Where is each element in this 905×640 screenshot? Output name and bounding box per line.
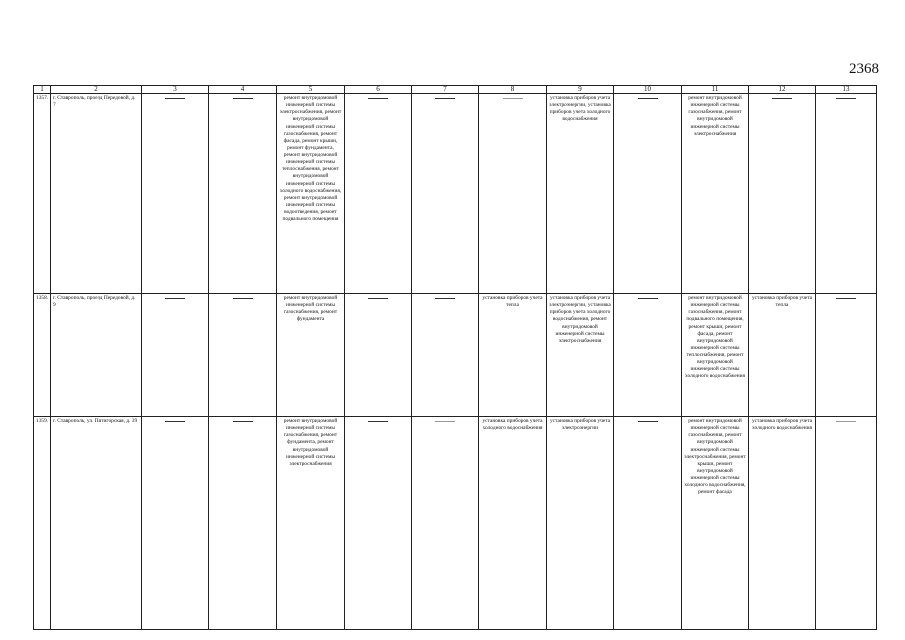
dash-mark — [503, 98, 523, 99]
empty-cell — [749, 94, 816, 294]
empty-cell — [142, 417, 209, 630]
dash-mark — [368, 298, 388, 299]
empty-cell — [614, 294, 682, 417]
register-table — [33, 85, 877, 630]
dash-mark — [836, 98, 856, 99]
empty-cell — [614, 417, 682, 630]
header-row — [34, 86, 877, 94]
dash-mark — [836, 421, 856, 422]
dash-mark — [368, 98, 388, 99]
table-row — [34, 417, 877, 630]
empty-cell — [412, 94, 479, 294]
works-cell: ремонт внутридомовой инженерной системы газоснабжения, ремонт внутридомовой инженерной системы электроснабжения, ремонт крыши, ремонт внутридомовой инженерной системы холодного водоснабжения, ремонт фасада — [682, 417, 749, 630]
row-number: 1359. — [34, 417, 51, 630]
address-cell: г. Ставрополь, проезд Передовой, д. 7 — [51, 94, 142, 294]
empty-cell — [412, 294, 479, 417]
empty-cell — [816, 94, 877, 294]
dash-mark — [638, 298, 658, 299]
column-header: 12 — [749, 86, 816, 94]
table-row — [34, 94, 877, 294]
empty-cell — [209, 417, 277, 630]
empty-cell — [345, 417, 412, 630]
empty-cell — [142, 294, 209, 417]
dash-mark — [435, 421, 455, 422]
dash-mark — [233, 298, 253, 299]
column-header: 13 — [816, 86, 877, 94]
dash-mark — [165, 421, 185, 422]
empty-cell — [479, 94, 547, 294]
dash-mark — [638, 421, 658, 422]
empty-cell — [614, 94, 682, 294]
works-cell: ремонт внутридомовой инженерной системы газоснабжения, ремонт внутридомовой инженерной системы электроснабжения — [682, 94, 749, 294]
column-header: 11 — [682, 86, 749, 94]
column-header: 4 — [209, 86, 277, 94]
row-number: 1357. — [34, 94, 51, 294]
works-cell: установка приборов учета холодного водоснабжения — [479, 417, 547, 630]
column-header: 10 — [614, 86, 682, 94]
dash-mark — [165, 98, 185, 99]
empty-cell — [816, 417, 877, 630]
column-header: 3 — [142, 86, 209, 94]
dash-mark — [836, 298, 856, 299]
works-cell: установка приборов учета тепла — [479, 294, 547, 417]
column-header: 1 — [34, 86, 51, 94]
works-cell: установка приборов учета электроэнергии, установка приборов учета холодного водоснабжения, ремонт внутридомовой инженерной системы электроснабжения — [547, 294, 614, 417]
page-number: 2368 — [849, 61, 879, 77]
empty-cell — [209, 294, 277, 417]
row-number: 1358. — [34, 294, 51, 417]
works-cell: установка приборов учета электроэнергии, установка приборов учета холодного водоснабжения — [547, 94, 614, 294]
table-row — [34, 294, 877, 417]
dash-mark — [368, 421, 388, 422]
works-cell: ремонт внутридомовой инженерной системы газоснабжения, ремонт фундамента, ремонт внутридомовой инженерной системы электроснабжения — [277, 417, 345, 630]
empty-cell — [345, 294, 412, 417]
works-cell: установка приборов учета тепла — [749, 294, 816, 417]
dash-mark — [233, 98, 253, 99]
dash-mark — [638, 98, 658, 99]
address-cell: г. Ставрополь, ул. Пятигорская, д. 39 — [51, 417, 142, 630]
column-header: 5 — [277, 86, 345, 94]
dash-mark — [435, 98, 455, 99]
empty-cell — [209, 94, 277, 294]
empty-cell — [412, 417, 479, 630]
works-cell: установка приборов учета электроэнергии — [547, 417, 614, 630]
works-cell: ремонт внутридомовой инженерной системы газоснабжения, ремонт фундамента — [277, 294, 345, 417]
column-header: 6 — [345, 86, 412, 94]
dash-mark — [435, 298, 455, 299]
dash-mark — [772, 98, 792, 99]
column-header: 2 — [51, 86, 142, 94]
works-cell: ремонт внутридомовой инженерной системы электроснабжения, ремонт внутридомовой инженерной системы газоснабжения, ремонт фасада, ремонт крыши, ремонт фундамента, ремонт внутридомовой инженерной системы теплоснабжения, ремонт внутридомовой инженерной системы холодного водоснабжения, ремонт внутридомовой инженерной системы водоотведения, ремонт подвального помещения — [277, 94, 345, 294]
empty-cell — [142, 94, 209, 294]
column-header: 9 — [547, 86, 614, 94]
works-cell: установка приборов учета холодного водоснабжения — [749, 417, 816, 630]
works-cell: ремонт внутридомовой инженерной системы газоснабжения, ремонт подвального помещения, ремонт крыши, ремонт фасада, ремонт внутридомовой инженерной системы теплоснабжения, ремонт внутридомовой инженерной системы холодного водоснабжения — [682, 294, 749, 417]
column-header: 8 — [479, 86, 547, 94]
empty-cell — [345, 94, 412, 294]
column-header: 7 — [412, 86, 479, 94]
address-cell: г. Ставрополь, проезд Передовой, д. 9 — [51, 294, 142, 417]
empty-cell — [816, 294, 877, 417]
dash-mark — [165, 298, 185, 299]
dash-mark — [233, 421, 253, 422]
